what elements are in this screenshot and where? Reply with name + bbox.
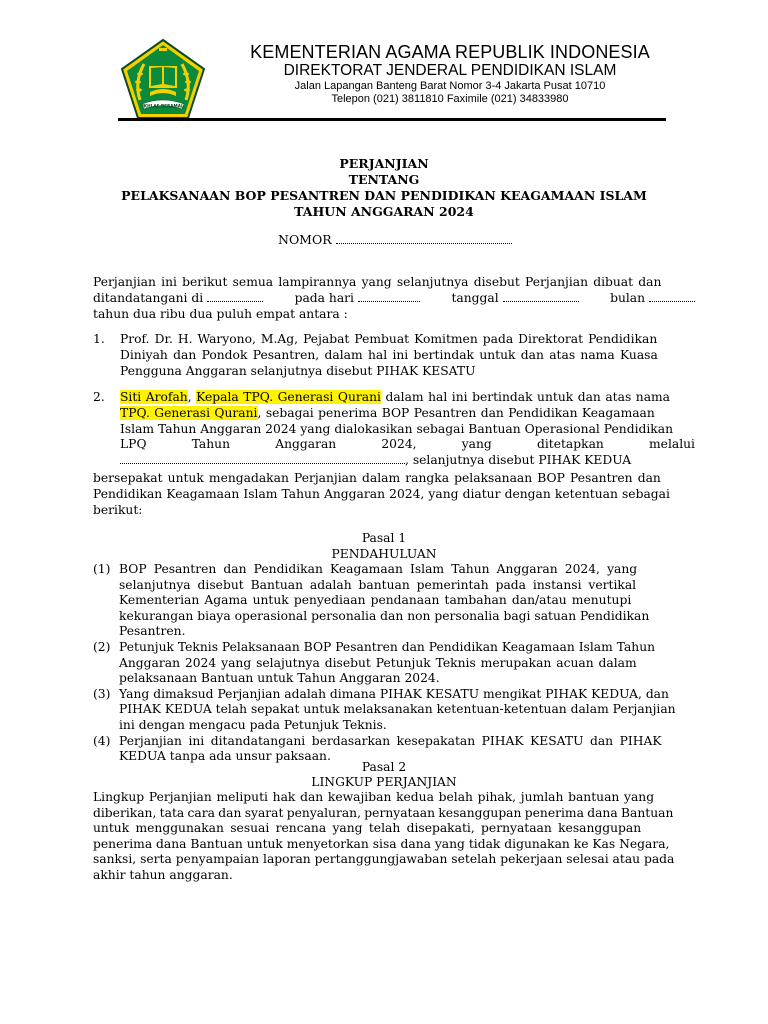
party2-line-2-rest: , sebagai penerima BOP Pesantren dan Pendidikan Keagamaan bbox=[257, 405, 655, 420]
pasal1-item-2 bbox=[93, 640, 695, 687]
pasal1-item-line: Anggaran 2024 yang selajutnya disebut Petunjuk Teknis merupakan acuan dalam bbox=[119, 655, 637, 670]
nomor-blank bbox=[336, 234, 512, 244]
pasal1-item-line: KEDUA tanpa ada unsur paksaan. bbox=[119, 749, 331, 764]
intro-day bbox=[295, 291, 420, 307]
party2-line-2 bbox=[120, 406, 695, 422]
intro-month bbox=[610, 291, 695, 307]
pasal1-item-text bbox=[119, 687, 695, 734]
agreement-paragraph bbox=[93, 471, 695, 518]
pasal1-item-line: ini dengan mengacu pada Petunjuk Teknis. bbox=[119, 717, 387, 732]
pasal1-item-1 bbox=[93, 562, 695, 640]
pasal1-item-line: kekurangan biaya operasional personalia dan non personalia bagi satuan Pendidikan bbox=[119, 608, 650, 623]
pasal1-item-text bbox=[119, 640, 695, 687]
pasal2-subheading: LINGKUP PERJANJIAN bbox=[311, 775, 457, 789]
letterhead-ministry: KEMENTERIAN AGAMA REPUBLIK INDONESIA bbox=[250, 42, 650, 62]
pasal1-item-text bbox=[119, 562, 695, 640]
pasal1-item-line: Yang dimaksud Perjanjian adalah dimana PIHAK KESATU mengikat PIHAK KEDUA, dan bbox=[119, 686, 669, 701]
party2-l4-word: Anggaran bbox=[275, 437, 337, 452]
day-blank bbox=[358, 292, 420, 302]
party2-line-4 bbox=[120, 437, 695, 453]
intro-location-label: ditandatangani di bbox=[93, 290, 204, 305]
letterhead-address: Jalan Lapangan Banteng Barat Nomor 3-4 Jakarta Pusat 10710 bbox=[294, 80, 606, 92]
intro-paragraph bbox=[93, 275, 695, 322]
month-blank bbox=[649, 292, 695, 302]
party2-text bbox=[120, 390, 695, 469]
pasal1-subheading: PENDAHULUAN bbox=[331, 547, 437, 561]
party2-l4-word: Tahun bbox=[191, 437, 231, 452]
pasal1-list bbox=[93, 562, 695, 765]
doc-title-tentang: TENTANG bbox=[348, 172, 420, 187]
letterhead-directorate: DIREKTORAT JENDERAL PENDIDIKAN ISLAM bbox=[283, 62, 617, 79]
nomor-label: NOMOR bbox=[278, 232, 332, 247]
pasal1-item-number: (3) bbox=[93, 686, 111, 701]
intro-line-3: tahun dua ribu dua puluh empat antara : bbox=[93, 306, 348, 321]
pasal2-line: penerima dana Bantuan untuk menyetorkan sisa dana yang tidak digunakan ke Kas Negara, bbox=[93, 836, 670, 851]
agreement-line-2: Pendidikan Keagamaan Islam Tahun Anggaran 2024, yang diatur dengan ketentuan sebagai bbox=[93, 486, 670, 501]
party2-separator: , bbox=[187, 390, 197, 404]
svg-text:IKHLAS BERAMAL: IKHLAS BERAMAL bbox=[142, 103, 184, 109]
pasal2-line: akhir tahun anggaran. bbox=[93, 867, 233, 882]
pasal1-item-line: Kementerian Agama untuk penyediaan pendanaan tambahan dan/atau menutupi bbox=[119, 593, 632, 608]
party2-l4-word: ditetapkan bbox=[536, 437, 604, 452]
pasal2-line: sanksi, serta penyampaian laporan pertanggungjawaban setelah pekerjaan selesai atau pada bbox=[93, 852, 675, 867]
party1-number: 1. bbox=[93, 332, 105, 346]
party2-line-5 bbox=[120, 453, 695, 469]
pasal2-paragraph bbox=[93, 790, 695, 884]
recipient-role: Kepala TPQ. Generasi Qurani bbox=[196, 390, 381, 404]
letterhead-divider bbox=[118, 118, 666, 121]
kemenag-logo bbox=[120, 38, 206, 120]
agreement-line-1: bersepakat untuk mengadakan Perjanjian dalam rangka pelaksanaan BOP Pesantren dan bbox=[93, 471, 661, 485]
location-blank bbox=[207, 292, 263, 302]
party2-l4-word: yang bbox=[461, 437, 492, 452]
pasal2-line: untuk menggunakan sesuai rencana yang telah disepakati, pernyataan kesanggupan bbox=[93, 821, 642, 836]
pasal2-line: Lingkup Perjanjian meliputi hak dan kewajiban kedua belah pihak, jumlah bantuan yang bbox=[93, 790, 655, 804]
decree-blank bbox=[120, 454, 405, 464]
pasal1-item-line: PIHAK KEDUA telah sepakat untuk melaksanakan ketentuan-ketentuan dalam Perjanjian bbox=[119, 702, 676, 717]
intro-day-label: pada hari bbox=[294, 290, 354, 305]
pasal1-item-line: BOP Pesantren dan Pendidikan Keagamaan Islam Tahun Anggaran 2024, yang bbox=[119, 562, 638, 576]
pasal1-item-line: Pesantren. bbox=[119, 624, 186, 639]
party1-line-3: Pengguna Anggaran selanjutnya disebut PIHAK KESATU bbox=[120, 363, 476, 378]
party2-l4-word: melalui bbox=[649, 437, 695, 452]
intro-line-1-text: Perjanjian ini berikut semua lampirannya yang selanjutnya disebut Perjanjian dibuat dan bbox=[93, 275, 662, 289]
party1-line-2: Diniyah dan Pondok Pesantren, dalam hal ini bertindak untuk dan atas nama Kuasa bbox=[120, 347, 658, 362]
party2-l4-word: 2024, bbox=[381, 437, 417, 452]
agreement-line-3: berikut: bbox=[93, 502, 143, 517]
recipient-name: Siti Arofah bbox=[120, 390, 188, 404]
party1-text bbox=[120, 332, 695, 379]
party2-number: 2. bbox=[93, 390, 105, 404]
pasal2-heading: Pasal 2 bbox=[361, 760, 407, 774]
intro-date-label: tanggal bbox=[451, 290, 499, 305]
pasal1-heading: Pasal 1 bbox=[361, 531, 407, 545]
pasal1-item-number: (1) bbox=[93, 562, 111, 576]
intro-date bbox=[451, 291, 578, 307]
intro-line-2 bbox=[93, 291, 695, 307]
nomor-field bbox=[278, 232, 512, 247]
party2-line-1-rest: dalam hal ini bertindak untuk dan atas nama bbox=[380, 390, 671, 404]
pasal1-item-line: Petunjuk Teknis Pelaksanaan BOP Pesantren dan Pendidikan Keagamaan Islam Tahun bbox=[119, 639, 656, 654]
doc-title-perjanjian: PERJANJIAN bbox=[339, 156, 429, 171]
pasal1-item-number: (2) bbox=[93, 639, 111, 654]
pasal1-item-line: pelaksanaan Bantuan untuk Tahun Anggaran 2024. bbox=[119, 671, 440, 686]
intro-location bbox=[93, 291, 263, 307]
party2-line-1 bbox=[120, 390, 695, 406]
intro-month-label: bulan bbox=[610, 290, 646, 305]
intro-line-1 bbox=[93, 275, 695, 291]
pasal1-item-3 bbox=[93, 687, 695, 734]
party1-line-1: Prof. Dr. H. Waryono, M.Ag, Pejabat Pembuat Komitmen pada Direktorat Pendidikan bbox=[120, 332, 658, 346]
pasal1-item-line: selanjutnya disebut Bantuan adalah bantuan pemerintah pada instansi vertikal bbox=[119, 577, 637, 592]
doc-title-year: TAHUN ANGGARAN 2024 bbox=[294, 204, 474, 219]
recipient-org: TPQ. Generasi Qurani bbox=[120, 405, 258, 420]
pasal1-item-number: (4) bbox=[93, 733, 111, 748]
letterhead-phone: Telepon (021) 3811810 Faximile (021) 34833980 bbox=[331, 93, 569, 105]
pasal2-line: diberikan, tata cara dan syarat penyaluran, pernyataan kesanggupan penerima dana Bantuan bbox=[93, 805, 674, 820]
pasal1-item-line: Perjanjian ini ditandatangani berdasarkan kesepakatan PIHAK KESATU dan PIHAK bbox=[119, 733, 662, 748]
date-blank bbox=[503, 292, 579, 302]
party2-l4-word: LPQ bbox=[120, 437, 147, 452]
doc-title-subject: PELAKSANAAN BOP PESANTREN DAN PENDIDIKAN KEAGAMAAN ISLAM bbox=[121, 188, 647, 203]
party2-line-5-rest: , selanjutnya disebut PIHAK KEDUA bbox=[405, 453, 632, 468]
party2-line-3: Islam Tahun Anggaran 2024 yang dialokasikan sebagai Bantuan Operasional Pendidikan bbox=[120, 421, 674, 436]
